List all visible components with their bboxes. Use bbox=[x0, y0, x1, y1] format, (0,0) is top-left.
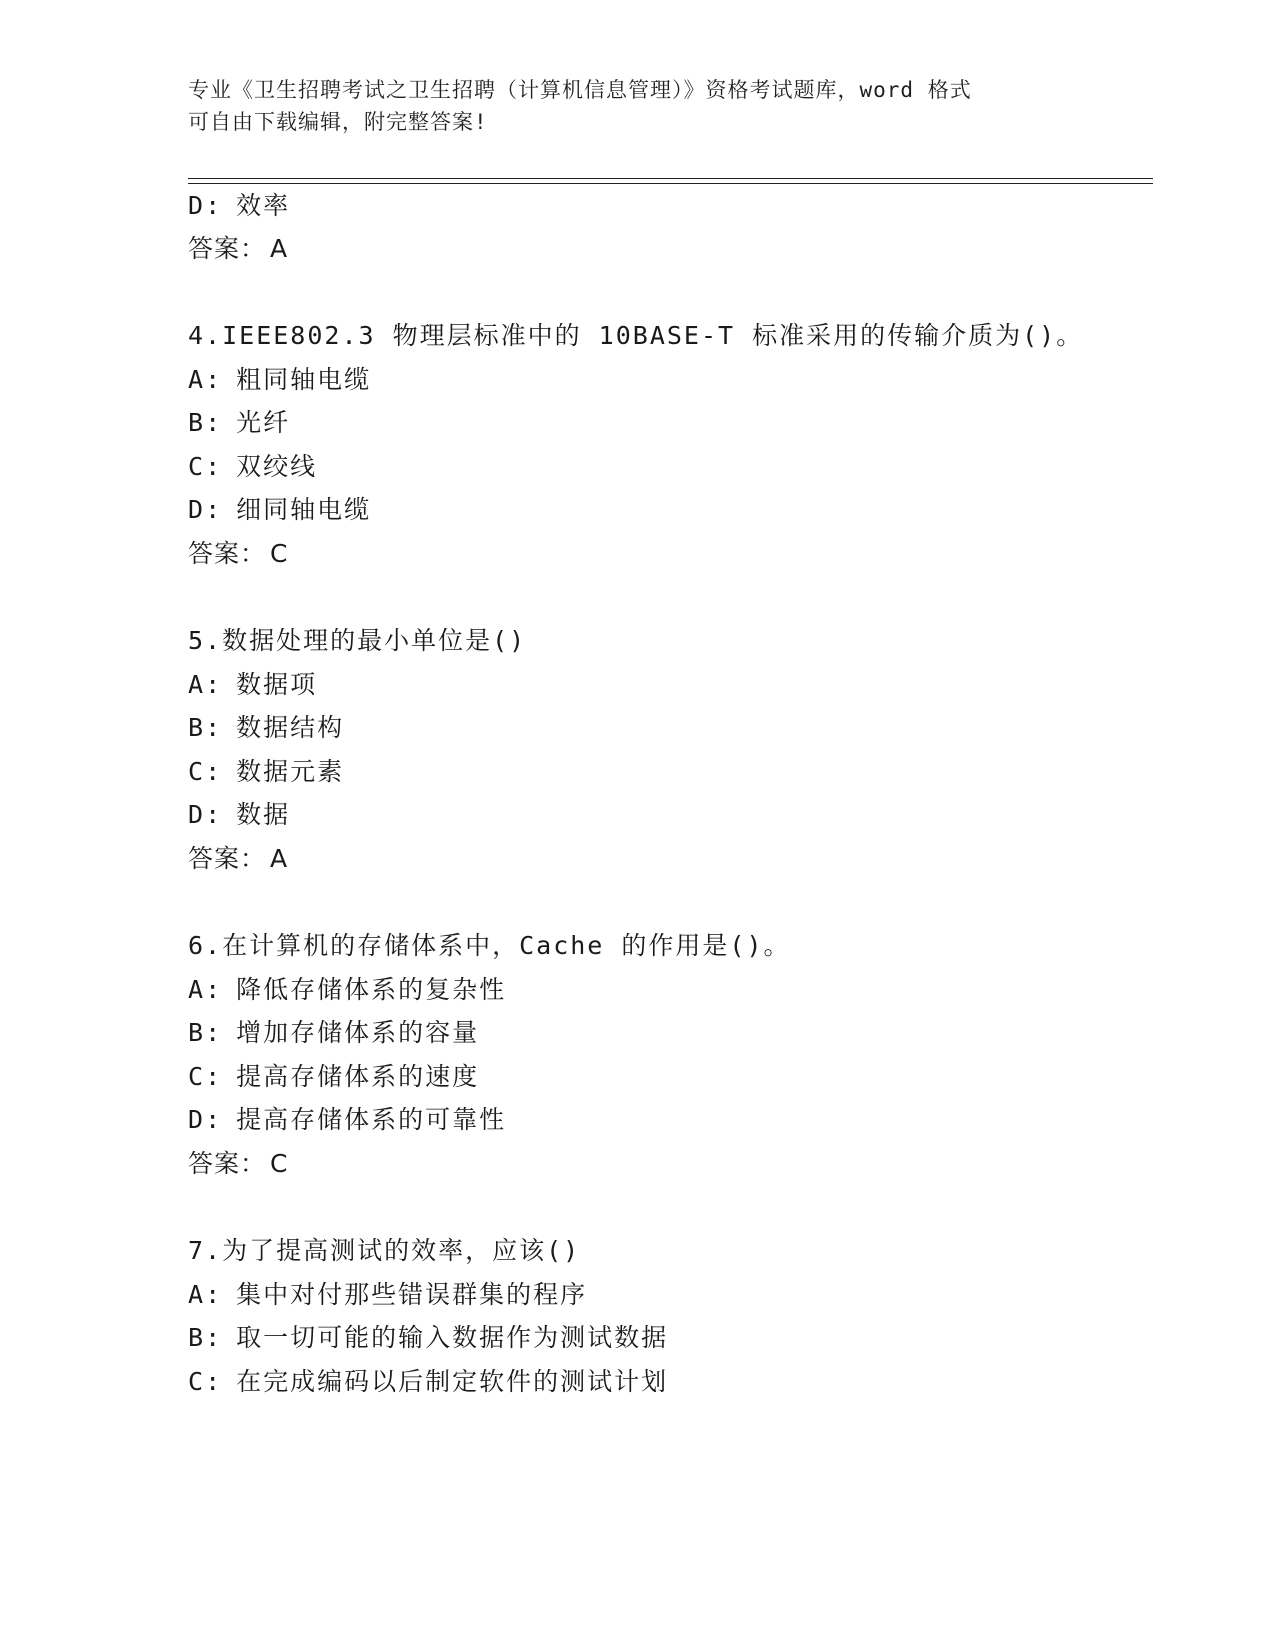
header-rule-top bbox=[188, 178, 1153, 179]
option-letter: A bbox=[188, 670, 206, 699]
option-separator: : bbox=[205, 1062, 223, 1091]
option-letter: A bbox=[188, 365, 206, 394]
option-letter: B bbox=[188, 1323, 206, 1352]
option-letter: B bbox=[188, 713, 206, 742]
option-separator: : bbox=[205, 408, 223, 437]
option-letter: C bbox=[188, 757, 206, 786]
option-c bbox=[188, 1060, 479, 1094]
option-letter: C bbox=[188, 1367, 206, 1396]
option-a bbox=[188, 973, 506, 1007]
option-b bbox=[188, 711, 344, 745]
option-separator: : bbox=[205, 1367, 223, 1396]
option-c bbox=[188, 1365, 668, 1399]
option-a bbox=[188, 1278, 587, 1312]
option-d bbox=[188, 493, 371, 527]
option-c bbox=[188, 450, 317, 484]
option-b bbox=[188, 1016, 479, 1050]
answer-value: A bbox=[270, 844, 289, 873]
option-text: 数据结构 bbox=[236, 713, 345, 742]
question-stem: 4.IEEE802.3 物理层标准中的 10BASE-T 标准采用的传输介质为()。 bbox=[188, 321, 1084, 350]
answer-value: C bbox=[270, 539, 289, 568]
option-separator: : bbox=[205, 713, 223, 742]
option-separator: : bbox=[205, 452, 223, 481]
option-text: 细同轴电缆 bbox=[236, 495, 372, 524]
option-text: 在完成编码以后制定软件的测试计划 bbox=[236, 1367, 669, 1396]
option-d bbox=[188, 798, 290, 832]
option-text: 双绞线 bbox=[236, 452, 318, 481]
option-b bbox=[188, 406, 290, 440]
option-b bbox=[188, 1321, 668, 1355]
option-letter: A bbox=[188, 975, 206, 1004]
answer-colon: ： bbox=[240, 1149, 267, 1178]
option-separator: : bbox=[205, 1018, 223, 1047]
option-text: 取一切可能的输入数据作为测试数据 bbox=[236, 1323, 669, 1352]
option-letter: C bbox=[188, 1062, 206, 1091]
option-a bbox=[188, 668, 317, 702]
option-text: 增加存储体系的容量 bbox=[236, 1018, 480, 1047]
option-separator: : bbox=[205, 757, 223, 786]
option-text: 提高存储体系的速度 bbox=[236, 1062, 480, 1091]
option-letter: D bbox=[188, 495, 206, 524]
option-d bbox=[188, 189, 290, 223]
option-text: 效率 bbox=[236, 191, 291, 220]
option-letter: C bbox=[188, 452, 206, 481]
answer-colon: ： bbox=[240, 844, 267, 873]
answer-line bbox=[188, 232, 288, 266]
option-d bbox=[188, 1103, 506, 1137]
answer-label: 答案 bbox=[188, 844, 241, 873]
option-separator: : bbox=[205, 191, 223, 220]
option-text: 降低存储体系的复杂性 bbox=[236, 975, 507, 1004]
option-letter: D bbox=[188, 800, 206, 829]
option-text: 粗同轴电缆 bbox=[236, 365, 372, 394]
answer-label: 答案 bbox=[188, 234, 241, 263]
option-text: 光纤 bbox=[236, 408, 291, 437]
option-separator: : bbox=[205, 1323, 223, 1352]
option-separator: : bbox=[205, 1105, 223, 1134]
option-c bbox=[188, 755, 344, 789]
option-separator: : bbox=[205, 975, 223, 1004]
option-separator: : bbox=[205, 1280, 223, 1309]
option-text: 集中对付那些错误群集的程序 bbox=[236, 1280, 588, 1309]
answer-label: 答案 bbox=[188, 1149, 241, 1178]
document-header bbox=[188, 74, 1088, 138]
answer-colon: ： bbox=[240, 539, 267, 568]
option-letter: D bbox=[188, 1105, 206, 1134]
option-separator: : bbox=[205, 670, 223, 699]
option-text: 提高存储体系的可靠性 bbox=[236, 1105, 507, 1134]
option-separator: : bbox=[205, 365, 223, 394]
question-stem: 7.为了提高测试的效率，应该() bbox=[188, 1236, 581, 1265]
option-letter: A bbox=[188, 1280, 206, 1309]
option-text: 数据项 bbox=[236, 670, 318, 699]
question-stem: 6.在计算机的存储体系中，Cache 的作用是()。 bbox=[188, 931, 791, 960]
answer-line bbox=[188, 842, 288, 876]
option-letter: D bbox=[188, 191, 206, 220]
answer-line bbox=[188, 537, 289, 571]
header-line-1: 专业《卫生招聘考试之卫生招聘（计算机信息管理）》资格考试题库，word 格式 bbox=[188, 78, 972, 102]
option-separator: : bbox=[205, 495, 223, 524]
option-letter: B bbox=[188, 408, 206, 437]
answer-line bbox=[188, 1147, 289, 1181]
option-text: 数据元素 bbox=[236, 757, 345, 786]
option-letter: B bbox=[188, 1018, 206, 1047]
option-text: 数据 bbox=[236, 800, 291, 829]
header-rule-bottom bbox=[188, 183, 1153, 184]
question-stem: 5.数据处理的最小单位是() bbox=[188, 626, 527, 655]
answer-colon: ： bbox=[240, 234, 267, 263]
answer-label: 答案 bbox=[188, 539, 241, 568]
answer-value: C bbox=[270, 1149, 289, 1178]
option-a bbox=[188, 363, 371, 397]
header-line-2: 可自由下载编辑，附完整答案! bbox=[188, 110, 488, 134]
option-separator: : bbox=[205, 800, 223, 829]
answer-value: A bbox=[270, 234, 289, 263]
